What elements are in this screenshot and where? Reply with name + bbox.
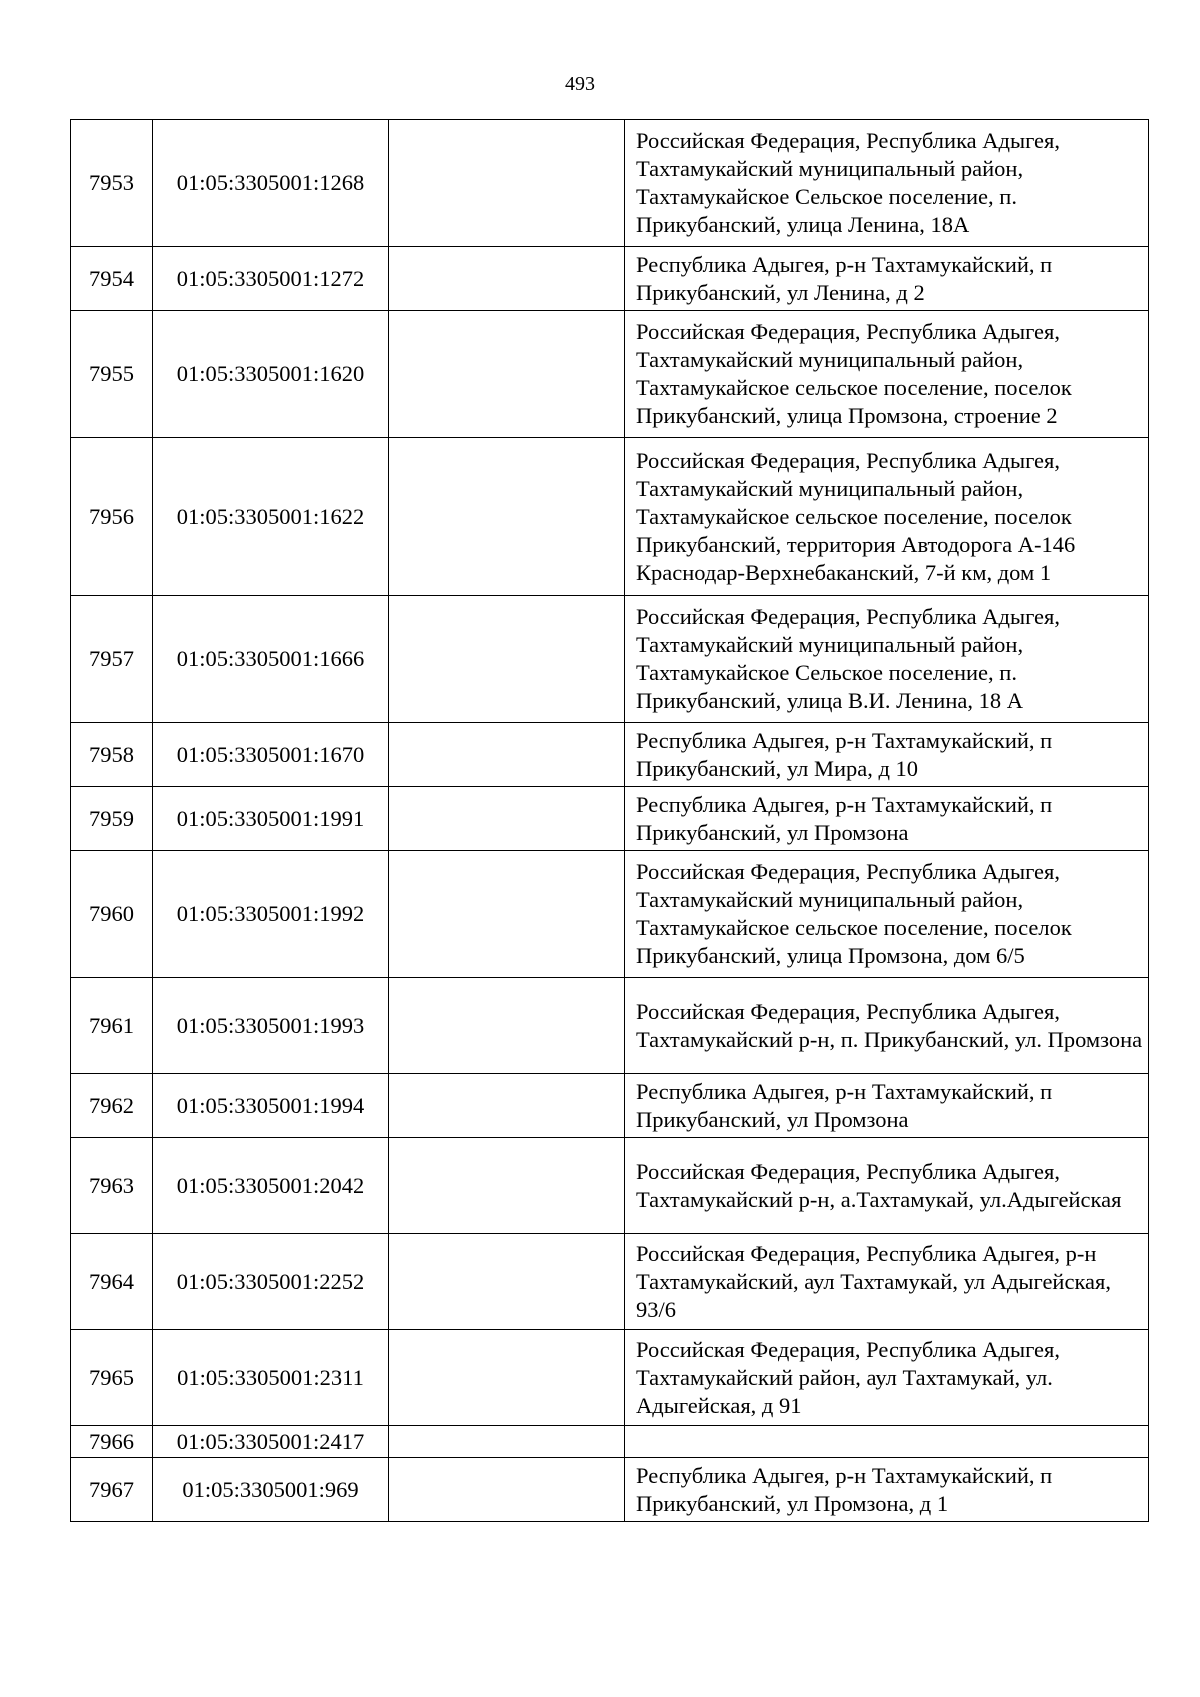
table-row (71, 120, 1149, 247)
empty-cell (389, 1330, 625, 1426)
address: Российская Федерация, Республика Адыгея, Тахтамукайский муниципальный район, Тахтамукайское сельское поселение, поселок Прикубанский, территория Автодорога А-146 Краснодар-Верхнебаканский, 7-й км, дом 1 (625, 438, 1149, 596)
table-row (71, 1074, 1149, 1138)
table-row (71, 1458, 1149, 1522)
empty-cell (389, 723, 625, 787)
row-number: 7966 (71, 1426, 153, 1458)
table-row (71, 1330, 1149, 1426)
cadastral-number: 01:05:3305001:1268 (153, 120, 389, 247)
cadastral-number: 01:05:3305001:2252 (153, 1234, 389, 1330)
empty-cell (389, 1426, 625, 1458)
cadastral-number: 01:05:3305001:1670 (153, 723, 389, 787)
cadastral-number: 01:05:3305001:1992 (153, 851, 389, 978)
empty-cell (389, 247, 625, 311)
empty-cell (389, 851, 625, 978)
address: Республика Адыгея, р-н Тахтамукайский, п Прикубанский, ул Промзона, д 1 (625, 1458, 1149, 1522)
table-row (71, 1234, 1149, 1330)
row-number: 7958 (71, 723, 153, 787)
table-row (71, 978, 1149, 1074)
cadastral-number: 01:05:3305001:2311 (153, 1330, 389, 1426)
empty-cell (389, 1074, 625, 1138)
row-number: 7957 (71, 596, 153, 723)
empty-cell (389, 311, 625, 438)
empty-cell (389, 1138, 625, 1234)
row-number: 7967 (71, 1458, 153, 1522)
empty-cell (389, 438, 625, 596)
empty-cell (389, 596, 625, 723)
empty-cell (389, 1458, 625, 1522)
row-number: 7954 (71, 247, 153, 311)
address: Российская Федерация, Республика Адыгея, Тахтамукайский муниципальный район, Тахтамукайское Сельское поселение, п. Прикубанский, улица Ленина, 18А (625, 120, 1149, 247)
table-row (71, 787, 1149, 851)
registry-table (70, 119, 1149, 1522)
address: Российская Федерация, Республика Адыгея, Тахтамукайский район, аул Тахтамукай, ул. Адыгейская, д 91 (625, 1330, 1149, 1426)
address: Российская Федерация, Республика Адыгея, р-н Тахтамукайский, аул Тахтамукай, ул Адыгейская, 93/6 (625, 1234, 1149, 1330)
address: Российская Федерация, Республика Адыгея, Тахтамукайский муниципальный район, Тахтамукайское сельское поселение, поселок Прикубанский, улица Промзона, строение 2 (625, 311, 1149, 438)
row-number: 7963 (71, 1138, 153, 1234)
page-number: 493 (565, 73, 595, 95)
address: Республика Адыгея, р-н Тахтамукайский, п Прикубанский, ул Мира, д 10 (625, 723, 1149, 787)
empty-cell (389, 1234, 625, 1330)
table-row (71, 723, 1149, 787)
address: Российская Федерация, Республика Адыгея, Тахтамукайский р-н, а.Тахтамукай, ул.Адыгейская (625, 1138, 1149, 1234)
address: Республика Адыгея, р-н Тахтамукайский, п Прикубанский, ул Ленина, д 2 (625, 247, 1149, 311)
address (625, 1426, 1149, 1458)
address: Российская Федерация, Республика Адыгея, Тахтамукайский муниципальный район, Тахтамукайское Сельское поселение, п. Прикубанский, улица В.И. Ленина, 18 А (625, 596, 1149, 723)
cadastral-number: 01:05:3305001:1622 (153, 438, 389, 596)
row-number: 7953 (71, 120, 153, 247)
cadastral-number: 01:05:3305001:1666 (153, 596, 389, 723)
empty-cell (389, 978, 625, 1074)
cadastral-number: 01:05:3305001:2042 (153, 1138, 389, 1234)
row-number: 7956 (71, 438, 153, 596)
address: Российская Федерация, Республика Адыгея, Тахтамукайский муниципальный район, Тахтамукайское сельское поселение, поселок Прикубанский, улица Промзона, дом 6/5 (625, 851, 1149, 978)
row-number: 7955 (71, 311, 153, 438)
table-row (71, 438, 1149, 596)
address: Республика Адыгея, р-н Тахтамукайский, п Прикубанский, ул Промзона (625, 1074, 1149, 1138)
table-row (71, 311, 1149, 438)
empty-cell (389, 120, 625, 247)
row-number: 7959 (71, 787, 153, 851)
table-row (71, 1138, 1149, 1234)
table-row (71, 851, 1149, 978)
row-number: 7961 (71, 978, 153, 1074)
address: Республика Адыгея, р-н Тахтамукайский, п Прикубанский, ул Промзона (625, 787, 1149, 851)
cadastral-number: 01:05:3305001:1620 (153, 311, 389, 438)
row-number: 7964 (71, 1234, 153, 1330)
table-row (71, 596, 1149, 723)
row-number: 7965 (71, 1330, 153, 1426)
row-number: 7960 (71, 851, 153, 978)
cadastral-number: 01:05:3305001:1994 (153, 1074, 389, 1138)
cadastral-number: 01:05:3305001:1993 (153, 978, 389, 1074)
cadastral-number: 01:05:3305001:1991 (153, 787, 389, 851)
empty-cell (389, 787, 625, 851)
table-row (71, 1426, 1149, 1458)
cadastral-number: 01:05:3305001:969 (153, 1458, 389, 1522)
table-row (71, 247, 1149, 311)
cadastral-number: 01:05:3305001:2417 (153, 1426, 389, 1458)
address: Российская Федерация, Республика Адыгея, Тахтамукайский р-н, п. Прикубанский, ул. Промзона (625, 978, 1149, 1074)
cadastral-number: 01:05:3305001:1272 (153, 247, 389, 311)
row-number: 7962 (71, 1074, 153, 1138)
